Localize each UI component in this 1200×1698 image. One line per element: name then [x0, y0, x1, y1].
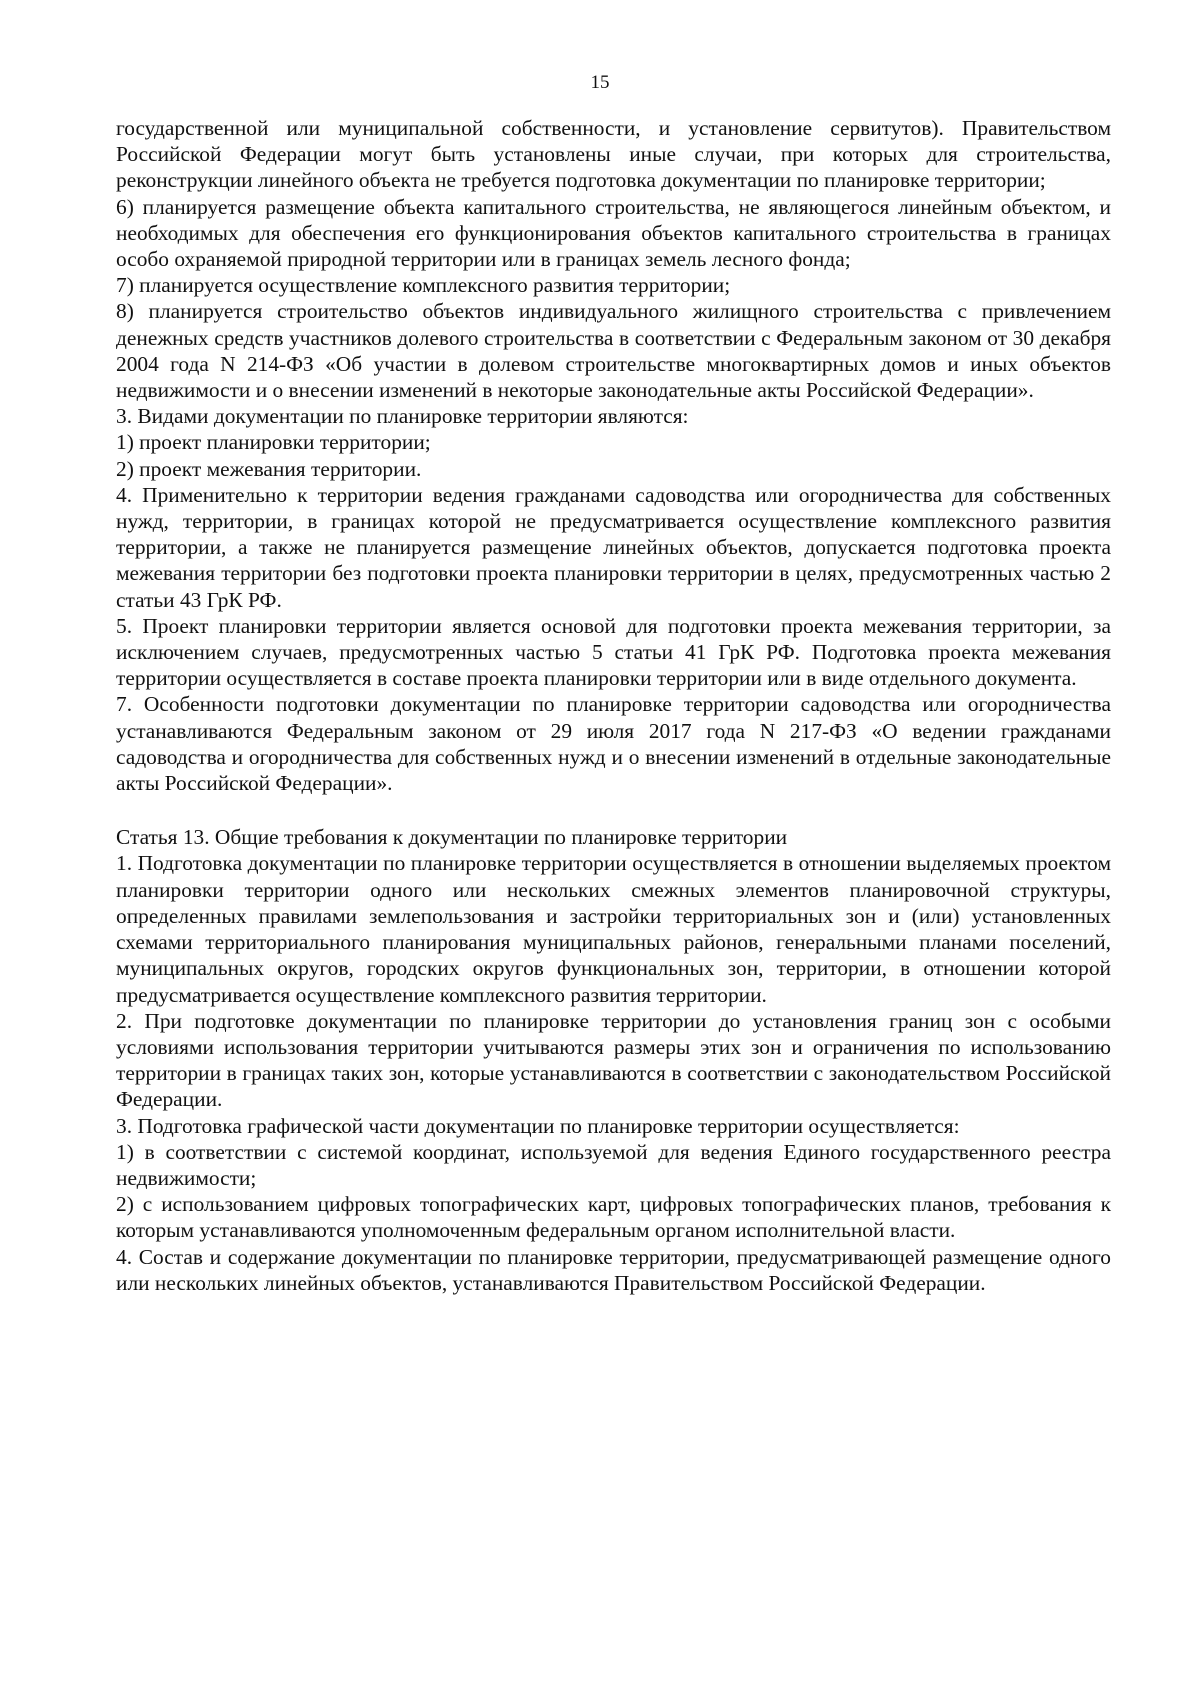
document-body	[116, 115, 1111, 1296]
paragraph-item-2: 2) проект межевания территории.	[116, 456, 422, 481]
article-clause-4: 4. Состав и содержание документации по планировке территории, предусматривающей размещение одного или нескольких линейных объектов, устанавливаются Правительством Российской Федерации.	[116, 1244, 1111, 1295]
article-heading: Статья 13. Общие требования к документации по планировке территории	[116, 825, 788, 850]
page-number: 15	[590, 72, 610, 93]
paragraph-item-1: 1) проект планировки территории;	[116, 430, 431, 455]
paragraph-item-6: 6) планируется размещение объекта капитального строительства, не являющегося линейным объектом, и необходимых для обеспечения его функционирования объектов капитального строительства в границах особо охраняемой природной территории или в границах земель лесного фонда;	[116, 194, 1111, 272]
article-clause-2: 2. При подготовке документации по планировке территории до установления границ зон с особыми условиями использования территории учитываются размеры этих зон и ограничения по использованию территории в границах таких зон, которые устанавливаются в соответствии с законодательством Российской Федерации.	[116, 1008, 1111, 1112]
paragraph-clause-4: 4. Применительно к территории ведения гражданами садоводства или огородничества для собственных нужд, территории, в границах которой не предусматривается осуществление комплексного развития территории, а также не планируется размещение линейных объектов, допускается подготовка проекта межевания территории без подготовки проекта планировки территории в целях, предусмотренных частью 2 статьи 43 ГрК РФ.	[116, 482, 1111, 612]
section-gap	[116, 796, 1111, 824]
paragraph-continuation: государственной или муниципальной собственности, и установление сервитутов). Правительством Российской Федерации могут быть установлены иные случаи, при которых для строительства, реконструкции линейного объекта не требуется подготовка документации по планировке территории;	[116, 116, 1111, 193]
article-clause-3: 3. Подготовка графической части документации по планировке территории осуществляется:	[116, 1113, 960, 1138]
article-item-2: 2) с использованием цифровых топографических карт, цифровых топографических планов, требования к которым устанавливаются уполномоченным федеральным органом исполнительной власти.	[116, 1192, 1111, 1243]
article-clause-1: 1. Подготовка документации по планировке территории осуществляется в отношении выделяемых проектом планировки территории одного или нескольких смежных элементов планировочной структуры, определенных правилами землепользования и застройки территориальных зон и (или) установленных схемами территориального планирования муниципальных районов, генеральными планами поселений, муниципальных округов, городских округов функциональных зон, территории, в отношении которой предусматривается осуществление комплексного развития территории.	[116, 851, 1111, 1007]
paragraph-clause-7: 7. Особенности подготовки документации по планировке территории садоводства или огородничества устанавливаются Федеральным законом от 29 июля 2017 года N 217-ФЗ «О ведении гражданами садоводства и огородничества для собственных нужд и о внесении изменений в отдельные законодательные акты Российской Федерации».	[116, 692, 1111, 796]
paragraph-item-8: 8) планируется строительство объектов индивидуального жилищного строительства с привлечением денежных средств участников долевого строительства в соответствии с Федеральным законом от 30 декабря 2004 года N 214-ФЗ «Об участии в долевом строительстве многоквартирных домов и иных объектов недвижимости и о внесении изменений в некоторые законодательные акты Российской Федерации».	[116, 299, 1111, 403]
paragraph-item-7: 7) планируется осуществление комплексного развития территории;	[116, 273, 731, 298]
paragraph-clause-5: 5. Проект планировки территории является основой для подготовки проекта межевания территории, за исключением случаев, предусмотренных частью 5 статьи 41 ГрК РФ. Подготовка проекта межевания территории осуществляется в составе проекта планировки территории или в виде отдельного документа.	[116, 613, 1111, 691]
article-item-1: 1) в соответствии с системой координат, используемой для ведения Единого государственного реестра недвижимости;	[116, 1139, 1111, 1190]
paragraph-clause-3: 3. Видами документации по планировке территории являются:	[116, 404, 689, 429]
